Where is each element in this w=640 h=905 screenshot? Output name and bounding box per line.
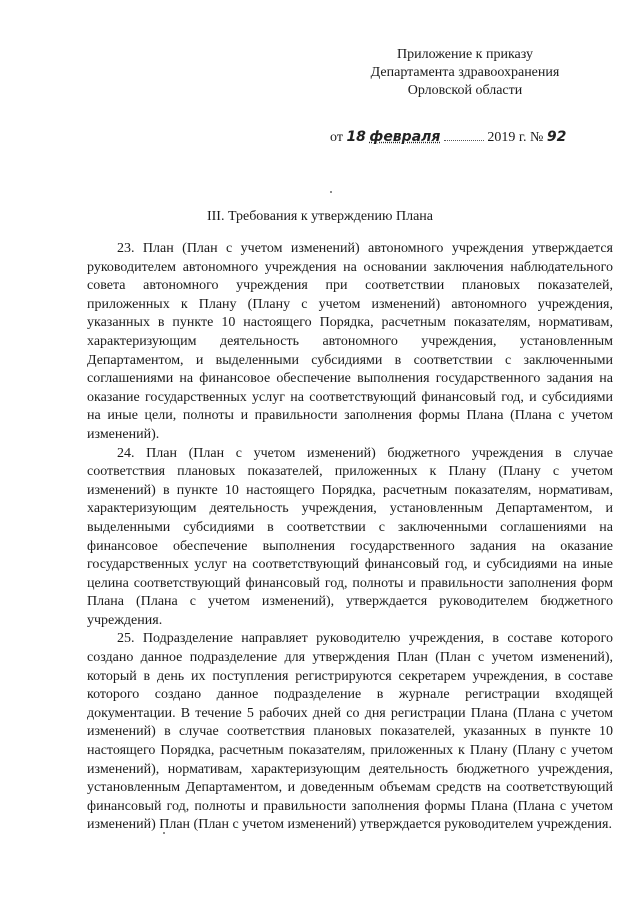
scan-speck xyxy=(330,191,332,193)
header-line-3: Орловской области xyxy=(407,83,523,98)
order-appendix-header xyxy=(340,46,590,100)
paragraph-24: 24. План (План с учетом изменений) бюджетного учреждения в случае соответствия плановых показателей, приложенных к Плану (Плану с учетом изменений) в пункте 10 настоящего Порядка, расчетным показателям, нормативам, характеризующим деятельность учреждения, установленным Департаментом, и выделенными субсидиями в соответствии с заключенными соглашениями на финансовое обеспечение выполнения государственного задания на оказание государственных услуг на соответствующий финансовый год, и субсидиями на иные целина соответствующий финансовый год, полноты и правильности заполнения форм Плана (Плана с учетом изменений), утверждается руководителем бюджетного учреждения. xyxy=(87,445,613,628)
scan-speck xyxy=(163,832,165,834)
section-title: III. Требования к утверждению Плана xyxy=(206,209,434,224)
body-text xyxy=(87,240,613,835)
header-line-2: Департамента здравоохранения xyxy=(370,65,560,80)
order-number: 92 xyxy=(546,129,567,145)
paragraph-25: 25. Подразделение направляет руководителю учреждения, в составе которого создано данное подразделение для утверждения План (План с учетом изменений), который в день их поступления регистрируются секретарем учреждения, в составе которого создано данное подразделение в журнале регистрации входящей документации. В течение 5 рабочих дней со дня регистрации Плана (Плана с учетом изменений) в случае соответствия плановых показателей, указанных в пункте 10 настоящего Порядка, расчетным показателям, приложенных к Плану (Плану с учетом изменений), нормативам, характеризующим деятельность бюджетного учреждения, установленным Департаментом, и доведенным объемам средств на соответствующий финансовый год, полноты и правильности заполнения формы Плана (Плана с учетом изменений) План (План с учетом изменений) утверждается руководителем учреждения. xyxy=(87,631,613,833)
header-line-1: Приложение к приказу xyxy=(397,47,533,62)
order-year-text: 2019 г. № xyxy=(487,130,544,145)
dotted-fill xyxy=(444,130,484,141)
paragraph-23: 23. План (План с учетом изменений) автономного учреждения утверждается руководителем автономного учреждения на основании заключения наблюдательного совета автономного учреждения при соответствии плановых показателей, приложенных к Плану (Плану с учетом изменений) автономного учреждения, указанных в пункте 10 настоящего Порядка, расчетным показателям, нормативам, характеризующим деятельность автономного учреждения, установленным Департаментом, и выделенными субсидиями в соответствии с заключенными соглашениями на финансовое обеспечение выполнения государственного задания на оказание государственных услуг на соответствующий финансовый год, и субсидиями на иные цели, полноты и правильности заполнения формы Плана (Плана с учетом изменений). xyxy=(87,241,613,442)
order-prefix: от xyxy=(330,130,343,145)
order-month: февраля xyxy=(369,129,441,145)
order-date-number xyxy=(330,128,590,147)
order-day: 18 xyxy=(346,129,366,145)
